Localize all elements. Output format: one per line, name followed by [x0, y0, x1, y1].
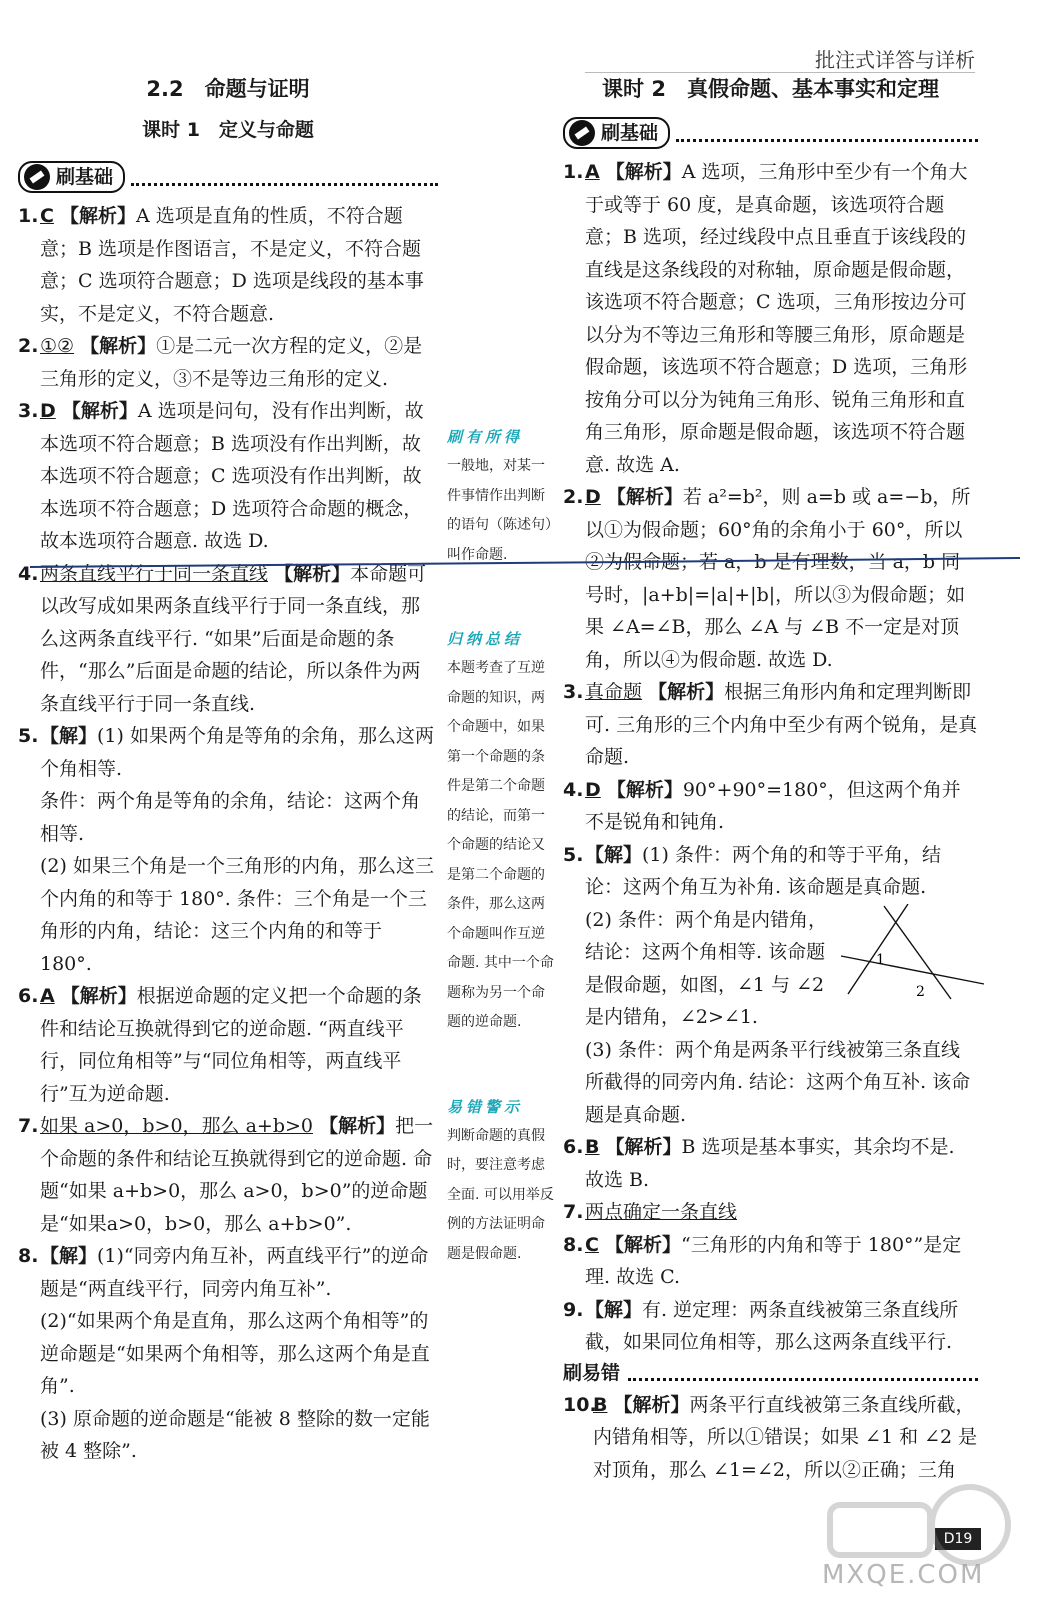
page-number: D19	[935, 1528, 981, 1550]
question-item	[18, 980, 438, 1110]
question-number: 10.	[563, 1393, 597, 1416]
analysis-text: 把一个命题的条件和结论互换就得到它的逆命题. 命题“如果 a+b>0，那么 a>0，b>0”的逆命题是“如果a>0，b>0，那么 a+b>0”.	[40, 1115, 434, 1235]
badge-row-right	[563, 112, 978, 154]
answer: A	[40, 985, 55, 1007]
question-item	[563, 839, 978, 1132]
solution-line: 条件：两个角是等角的余角，结论：这两个角相等.	[40, 790, 421, 845]
analysis-text: 根据三角形内角和定理判断即可. 三角形的三个内角中至少有两个锐角，是真命题.	[585, 681, 978, 768]
solution-tag: 【解】	[585, 1298, 643, 1321]
analysis-tag: 【解析】	[319, 1115, 396, 1137]
brush-basics-badge	[563, 117, 670, 149]
question-number: 2.	[563, 486, 584, 508]
solution-line: (1)“同旁内角互补，两直线平行”的逆命题是“两直线平行，同旁内角互补”.	[40, 1245, 429, 1300]
solution-tag: 【解】	[585, 843, 643, 866]
side-note-title: 归纳总结	[447, 630, 524, 648]
solution-line: (1) 条件：两个角的和等于平角，结论：这两个角互为补角. 该命题是真命题.	[585, 843, 941, 898]
answer: D	[585, 486, 601, 508]
question-number: 5.	[563, 843, 584, 866]
analysis-text: 90°+90°=180°，但这两个角并不是锐角和钝角.	[585, 778, 961, 833]
question-number: 8.	[18, 1245, 39, 1267]
solution-line: (2)“如果两个角是直角，那么这两个角相等”的逆命题是“如果两个角相等，那么这两个角是直角”.	[40, 1310, 430, 1397]
answer: C	[40, 205, 54, 227]
answer: A	[585, 161, 600, 183]
answer: 两点确定一条直线	[585, 1201, 738, 1223]
badge-row-left	[18, 156, 438, 198]
solution-line: (3) 原命题的逆命题是“能被 8 整除的数一定能被 4 整除”.	[40, 1407, 430, 1462]
dotted-divider	[131, 168, 438, 186]
lesson-title-2: 课时 2 真假命题、基本事实和定理	[602, 77, 939, 101]
solution-line: (2) 条件：两个角是内错角，结论：这两个角相等. 该命题是假命题，如图，∠1 与 ∠2 是内错角，∠2>∠1.	[585, 908, 827, 1028]
question-item	[563, 1131, 978, 1196]
left-column	[18, 70, 438, 1468]
pencil-icon	[569, 120, 595, 146]
question-item	[18, 200, 438, 330]
question-number: 6.	[563, 1136, 584, 1158]
question-number: 4.	[18, 562, 39, 585]
analysis-tag: 【解析】	[605, 161, 682, 183]
answer: 两条直线平行于同一条直线	[40, 562, 269, 585]
analysis-tag: 【解析】	[274, 562, 351, 585]
question-number: 1.	[563, 161, 584, 183]
angle-2-label: 2	[916, 983, 925, 1000]
section-title: 2.2 命题与证明	[146, 77, 310, 101]
watermark-text: MXQE.COM	[822, 1560, 985, 1590]
brush-errors-header	[563, 1359, 978, 1389]
analysis-text: A 选项是问句，没有作出判断，故本选项不符合题意；B 选项没有作出判断，故本选项不符合题意；C 选项没有作出判断，故本选项不符合题意；D 选项符合命题的概念，故本选项符合题意. 故选 D.	[40, 400, 424, 552]
solution-tag: 【解】	[40, 725, 98, 747]
question-number: 7.	[563, 1201, 584, 1223]
side-note-title: 易错警示	[447, 1097, 524, 1116]
analysis-text: 本命题可以改写成如果两条直线平行于同一条直线，那么这两条直线平行. “如果”后面是命题的条件，“那么”后面是命题的结论，所以条件为两条直线平行于同一条直线.	[40, 562, 427, 715]
question-number: 6.	[18, 985, 39, 1007]
analysis-text: ①是二元一次方程的定义，②是三角形的定义，③不是等边三角形的定义.	[40, 335, 423, 390]
question-item	[18, 558, 438, 721]
dotted-divider	[676, 124, 978, 142]
brush-basics-badge	[18, 161, 125, 193]
solution-line-with-figure	[585, 904, 978, 1034]
question-item	[18, 330, 438, 395]
answer: B	[585, 1136, 600, 1158]
brush-errors-label: 刷易错	[563, 1362, 621, 1385]
question-item	[563, 1294, 978, 1359]
side-note	[447, 1092, 555, 1270]
answer: B	[593, 1393, 608, 1416]
analysis-tag: 【解析】	[613, 1393, 690, 1416]
lesson-title-1: 课时 1 定义与命题	[142, 119, 314, 141]
analysis-text: 根据逆命题的定义把一个命题的条件和结论互换就得到它的逆命题. “两直线平行，同位角相等”与“同位角相等，两直线平行”互为逆命题.	[40, 985, 422, 1105]
pen-stroke	[30, 556, 1020, 570]
analysis-text: A 选项，三角形中至少有一个角大于或等于 60 度，是真命题，该选项符合题意；B 选项，经过线段中点且垂直于该线段的直线是这条线段的对称轴，原命题是假命题，该选项不符合题意；C 选项，三角形按边分可以分为不等边三角形和等腰三角形，原命题是假命题，该选项不符合题意；D 选项，三角形按角分可以分为钝角三角形、锐角三角形和直角三角形，原命题是假命题，该选项不符合题意. 故选 A.	[585, 161, 968, 476]
dotted-divider	[628, 1367, 978, 1381]
question-item	[18, 1240, 438, 1468]
question-item	[563, 676, 978, 774]
question-number: 7.	[18, 1115, 39, 1137]
badge-label: 刷基础	[601, 121, 659, 144]
analysis-text: 若 a²=b²，则 a=b 或 a=−b，所以①为假命题；60°角的余角小于 60°，所以②为假命题；若 a，b 是有理数，当 a，b 同号时，|a+b|=|a|+|b|，所以③为假命题；如果 ∠A=∠B，那么 ∠A 与 ∠B 不一定是对顶角，所以④为假命题. 故选 D.	[585, 486, 971, 671]
question-item	[563, 1196, 978, 1229]
answer: 真命题	[585, 681, 643, 703]
side-note-title: 刷有所得	[447, 428, 524, 446]
question-number: 3.	[18, 400, 39, 422]
side-note-text: 一般地，对某一件事情作出判断的语句（陈述句）叫作命题.	[447, 458, 552, 563]
solution-line: (2) 如果三个角是一个三角形的内角，那么这三个内角的和等于 180°. 条件：三个角是一个三角形的内角，结论：这三个内角的和等于 180°.	[40, 855, 434, 975]
analysis-tag: 【解析】	[648, 681, 725, 703]
analysis-text: 两条平行直线被第三条直线所截，内错角相等，所以①错误；如果 ∠1 和 ∠2 是对顶角，那么 ∠1=∠2，所以②正确；三角	[593, 1393, 978, 1481]
side-note-text: 判断命题的真假时，要注意考虑全面. 可以用举反例的方法证明命题是假命题.	[447, 1127, 554, 1262]
analysis-tag: 【解析】	[80, 335, 157, 357]
question-item	[18, 720, 438, 980]
analysis-tag: 【解析】	[606, 778, 683, 801]
solution-text: 有. 逆定理：两条直线被第三条直线所截，如果同位角相等，那么这两条直线平行.	[585, 1298, 959, 1353]
question-number: 5.	[18, 725, 39, 747]
question-item	[18, 395, 438, 558]
question-number: 8.	[563, 1233, 584, 1256]
question-item	[563, 481, 978, 676]
side-note	[447, 624, 555, 1038]
analysis-tag: 【解析】	[605, 1136, 682, 1158]
intersecting-lines-figure	[836, 904, 986, 1004]
answer: C	[585, 1233, 599, 1256]
question-number: 2.	[18, 335, 39, 357]
analysis-tag: 【解析】	[605, 1233, 682, 1256]
question-number: 4.	[563, 778, 584, 801]
solution-line: (1) 如果两个角是等角的余角，那么这两个角相等.	[40, 725, 434, 780]
answer: D	[585, 778, 601, 801]
side-note	[447, 422, 555, 570]
pencil-icon	[24, 164, 50, 190]
right-column	[563, 70, 978, 1486]
answer: 如果 a>0，b>0，那么 a+b>0	[40, 1115, 314, 1137]
analysis-tag: 【解析】	[606, 486, 683, 508]
question-item	[563, 774, 978, 839]
angle-1-label: 1	[876, 951, 885, 968]
analysis-tag: 【解析】	[61, 400, 138, 422]
question-number: 3.	[563, 681, 584, 703]
question-item	[563, 1389, 978, 1487]
analysis-tag: 【解析】	[60, 985, 137, 1007]
question-number: 1.	[18, 205, 39, 227]
analysis-text: A 选项是直角的性质，不符合题意；B 选项是作图语言，不是定义，不符合题意；C 选项符合题意；D 选项是线段的基本事实，不是定义，不符合题意.	[40, 205, 424, 325]
analysis-text: “三角形的内角和等于 180°”是定理. 故选 C.	[585, 1233, 962, 1288]
analysis-text: B 选项是基本事实，其余均不是. 故选 B.	[585, 1136, 955, 1191]
question-item	[563, 156, 978, 481]
side-note-text: 本题考查了互逆命题的知识，两个命题中，如果第一个命题的条件是第二个命题的结论，而第一个命题的结论又是第二个命题的条件，那么这两个命题叫作互逆命题. 其中一个命题称为另一个命题的逆命题.	[447, 660, 554, 1030]
answer: ①②	[40, 335, 75, 357]
analysis-tag: 【解析】	[60, 205, 137, 227]
question-number: 9.	[563, 1298, 584, 1321]
badge-label: 刷基础	[56, 165, 114, 188]
question-item	[563, 1229, 978, 1294]
question-item	[18, 1110, 438, 1240]
solution-line: (3) 条件：两个角是两条平行线被第三条直线所截得的同旁内角. 结论：这两个角互补. 该命题是真命题.	[585, 1038, 971, 1126]
answer: D	[40, 400, 56, 422]
solution-tag: 【解】	[40, 1245, 98, 1267]
header-tag: 批注式详答与详析	[815, 48, 975, 72]
